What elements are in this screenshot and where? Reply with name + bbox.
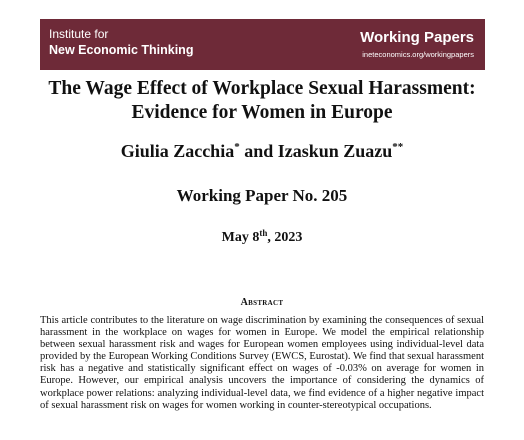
author-footnote-mark: * [234,141,240,153]
header-banner [40,19,485,70]
author-name: Izaskun Zuazu [277,141,393,161]
series-url: ineteconomics.org/workingpapers [362,50,474,59]
working-paper-number: Working Paper No. 205 [176,186,348,205]
date-day: May 8 [221,230,260,245]
author-footnote-mark: ** [392,141,404,153]
date-year: , 2023 [267,230,303,245]
author-name: Giulia Zacchia [120,141,235,161]
series-title: Working Papers [360,29,474,46]
authors-line [30,140,494,162]
publication-date [30,229,494,246]
abstract-heading: Abstract [240,297,284,308]
abstract-body: This article contributes to the literature on wage discrimination by examining the consequences of sexual harassment in the workplace on wages for women in Europe. We model the empirical relationship between sexual harassment risk and wages for European women employees using individual-level data provided by the European Working Conditions Survey (EWCS, Eurostat). We find that sexual harassment risk has a negative and statistically significant effect on wages of -0.03% on average for women in Europe. However, our empirical analysis uncovers the importance of considering the dynamics of workplace power relations: analyzing individual-level data, we find evidence of a higher negative impact of sexual harassment risk on wages for women working in counter-stereotypical occupations. [40,315,484,411]
author-separator: and [239,141,278,161]
institute-name-line1: Institute for [49,27,109,41]
paper-title: The Wage Effect of Workplace Sexual Harassment: Evidence for Women in Europe [48,78,476,123]
institute-name-line2: New Economic Thinking [49,43,194,57]
date-ordinal-suffix: th [259,228,268,238]
